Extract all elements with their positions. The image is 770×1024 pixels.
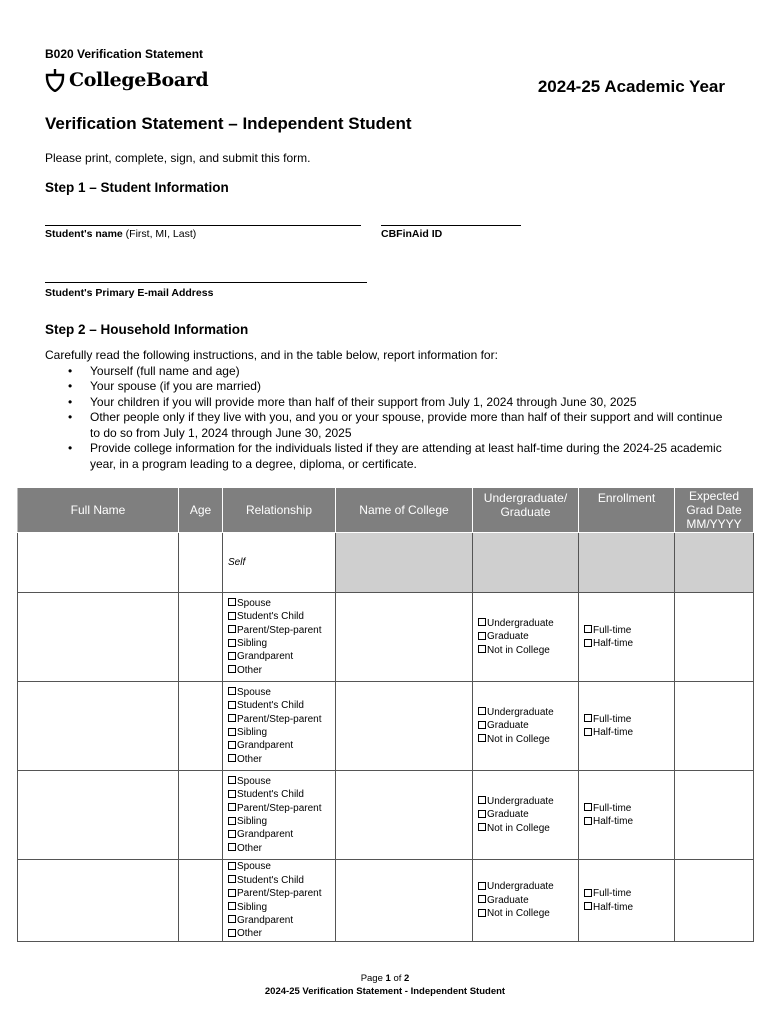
level-option-label: Undergraduate [487, 881, 554, 893]
full-name-cell[interactable] [18, 860, 179, 942]
relationship-checkbox[interactable] [228, 889, 236, 897]
enrollment-option [584, 637, 669, 650]
step1-heading: Step 1 – Student Information [45, 180, 229, 195]
level-checkbox[interactable] [478, 895, 486, 903]
instructions-intro: Carefully read the following instructions, and in the table below, report information for: [45, 348, 498, 362]
enrollment-cell-disabled [579, 533, 675, 593]
relationship-checkbox[interactable] [228, 714, 236, 722]
relationship-checkbox[interactable] [228, 915, 236, 923]
instruction-item: • Other people only if they live with you, and you or your spouse, provide more than half of their support and will continue to do so from July 1, 2024 through June 30, 2025 [45, 410, 725, 441]
relationship-checkbox[interactable] [228, 687, 236, 695]
relationship-checkbox[interactable] [228, 776, 236, 784]
level-option-label: Graduate [487, 631, 529, 643]
relationship-option [228, 739, 330, 752]
full-name-cell[interactable] [18, 533, 179, 593]
relationship-option [228, 597, 330, 610]
level-checkbox[interactable] [478, 707, 486, 715]
relationship-checkbox[interactable] [228, 598, 236, 606]
relationship-option-label: Student's Child [237, 700, 304, 712]
level-option-label: Undergraduate [487, 795, 554, 807]
enrollment-checkbox[interactable] [584, 728, 592, 736]
relationship-option-label: Other [237, 928, 263, 940]
header-full-name: Full Name [18, 488, 179, 533]
relationship-cell [223, 771, 336, 860]
level-cell-disabled [473, 533, 579, 593]
table-row [18, 593, 754, 682]
relationship-cell [223, 533, 336, 593]
full-name-cell[interactable] [18, 682, 179, 771]
relationship-option [228, 775, 330, 788]
enrollment-option-label: Half-time [593, 727, 634, 738]
level-option [478, 617, 573, 630]
relationship-option [228, 927, 330, 940]
college-cell-disabled [336, 533, 473, 593]
level-option [478, 644, 573, 657]
relationship-option-label: Spouse [237, 861, 271, 873]
relationship-option-label: Sibling [237, 638, 268, 649]
relationship-checkbox[interactable] [228, 741, 236, 749]
student-name-field[interactable] [45, 225, 361, 226]
header-grad-date: Expected Grad Date MM/YYYY [675, 488, 754, 533]
level-checkbox[interactable] [478, 721, 486, 729]
self-label: Self [228, 556, 246, 568]
instruction-item: • Your spouse (if you are married) [45, 379, 725, 395]
enrollment-option-label: Full-time [593, 624, 632, 636]
table-row [18, 682, 754, 771]
relationship-option-label: Sibling [237, 816, 268, 827]
level-option [478, 880, 573, 893]
relationship-option [228, 828, 330, 841]
email-field[interactable] [45, 282, 367, 283]
level-option [478, 795, 573, 808]
relationship-checkbox[interactable] [228, 639, 236, 647]
college-cell[interactable] [336, 593, 473, 682]
enrollment-option-label: Half-time [593, 638, 634, 649]
enrollment-option-label: Full-time [593, 888, 632, 900]
age-cell[interactable] [179, 771, 223, 860]
relationship-option [228, 686, 330, 699]
relationship-option-label: Other [237, 842, 263, 854]
enrollment-checkbox[interactable] [584, 817, 592, 825]
level-option-label: Not in College [487, 733, 550, 745]
enrollment-option [584, 887, 669, 900]
level-option [478, 706, 573, 719]
relationship-option-label: Parent/Step-parent [237, 802, 322, 814]
level-option-label: Undergraduate [487, 706, 554, 718]
level-option [478, 808, 573, 821]
relationship-cell [223, 593, 336, 682]
relationship-option [228, 699, 330, 712]
header-age: Age [179, 488, 223, 533]
enrollment-option [584, 726, 669, 739]
relationship-option-label: Student's Child [237, 874, 304, 886]
relationship-option [228, 860, 330, 873]
relationship-checkbox[interactable] [228, 701, 236, 709]
relationship-option [228, 874, 330, 887]
header-relationship: Relationship [223, 488, 336, 533]
table-header-row [18, 488, 754, 533]
relationship-option-label: Spouse [237, 597, 271, 609]
level-option-label: Graduate [487, 720, 529, 732]
relationship-option-label: Parent/Step-parent [237, 888, 322, 900]
table-row [18, 860, 754, 942]
level-option-label: Undergraduate [487, 617, 554, 629]
relationship-checkbox[interactable] [228, 754, 236, 762]
level-option [478, 822, 573, 835]
enrollment-checkbox[interactable] [584, 714, 592, 722]
grad-date-cell[interactable] [675, 682, 754, 771]
enrollment-option-label: Half-time [593, 816, 634, 827]
age-cell[interactable] [179, 593, 223, 682]
form-code: B020 Verification Statement [45, 47, 204, 61]
intro-text: Please print, complete, sign, and submit this form. [45, 151, 311, 165]
relationship-checkbox[interactable] [228, 830, 236, 838]
level-option [478, 630, 573, 643]
header-enrollment: Enrollment [579, 488, 675, 533]
relationship-checkbox[interactable] [228, 862, 236, 870]
relationship-checkbox[interactable] [228, 843, 236, 851]
collegeboard-logo [44, 68, 208, 92]
relationship-option-label: Grandparent [237, 914, 294, 926]
header-college: Name of College [336, 488, 473, 533]
relationship-cell [223, 860, 336, 942]
relationship-option-label: Other [237, 753, 263, 765]
header-level: Undergraduate/ Graduate [473, 488, 579, 533]
enrollment-checkbox[interactable] [584, 625, 592, 633]
relationship-option [228, 713, 330, 726]
level-cell [473, 682, 579, 771]
relationship-option [228, 624, 330, 637]
relationship-option-label: Student's Child [237, 789, 304, 801]
level-option-label: Graduate [487, 894, 529, 906]
relationship-checkbox[interactable] [228, 803, 236, 811]
relationship-option [228, 914, 330, 927]
level-option [478, 907, 573, 920]
enrollment-checkbox[interactable] [584, 889, 592, 897]
relationship-option [228, 637, 330, 650]
page-number: Page 1 of 2 [360, 973, 410, 984]
relationship-option [228, 815, 330, 828]
level-option-label: Not in College [487, 822, 550, 834]
level-cell [473, 593, 579, 682]
relationship-checkbox[interactable] [228, 652, 236, 660]
relationship-option-label: Spouse [237, 775, 271, 787]
full-name-cell[interactable] [18, 771, 179, 860]
household-table [17, 487, 754, 942]
cbfinaid-id-field[interactable] [381, 225, 521, 226]
enrollment-cell [579, 771, 675, 860]
relationship-checkbox[interactable] [228, 875, 236, 883]
relationship-option-label: Grandparent [237, 829, 294, 841]
instruction-list [45, 364, 725, 473]
academic-year: 2024-25 Academic Year [537, 77, 725, 96]
level-checkbox[interactable] [478, 645, 486, 653]
enrollment-checkbox[interactable] [584, 639, 592, 647]
level-checkbox[interactable] [478, 618, 486, 626]
relationship-checkbox[interactable] [228, 728, 236, 736]
level-checkbox[interactable] [478, 882, 486, 890]
relationship-option [228, 788, 330, 801]
grad-date-cell[interactable] [675, 593, 754, 682]
enrollment-cell [579, 860, 675, 942]
enrollment-option [584, 901, 669, 914]
relationship-option-label: Grandparent [237, 651, 294, 663]
age-cell[interactable] [179, 533, 223, 593]
relationship-cell [223, 682, 336, 771]
instruction-item: • Your children if you will provide more than half of their support from July 1, 2024 through June 30, 2025 [45, 395, 725, 411]
cbfinaid-id-label: CBFinAid ID [381, 228, 443, 240]
relationship-option [228, 887, 330, 900]
enrollment-option [584, 815, 669, 828]
relationship-checkbox[interactable] [228, 817, 236, 825]
enrollment-cell [579, 682, 675, 771]
relationship-option [228, 842, 330, 855]
step2-heading: Step 2 – Household Information [45, 322, 249, 337]
enrollment-option-label: Full-time [593, 713, 632, 725]
age-cell[interactable] [179, 860, 223, 942]
instruction-item: • Provide college information for the individuals listed if they are attending at least half-time during the 2024-25 academic year, in a program leading to a degree, diploma, or certificate. [45, 441, 725, 472]
enrollment-cell [579, 593, 675, 682]
level-option [478, 894, 573, 907]
acorn-icon [44, 68, 66, 92]
college-cell[interactable] [336, 860, 473, 942]
enrollment-option [584, 624, 669, 637]
relationship-checkbox[interactable] [228, 929, 236, 937]
logo-text: CollegeBoard [69, 69, 209, 91]
relationship-option-label: Sibling [237, 901, 268, 913]
college-cell[interactable] [336, 682, 473, 771]
enrollment-option [584, 713, 669, 726]
enrollment-checkbox[interactable] [584, 803, 592, 811]
relationship-option-label: Spouse [237, 686, 271, 698]
level-checkbox[interactable] [478, 632, 486, 640]
relationship-option [228, 901, 330, 914]
relationship-option [228, 610, 330, 623]
relationship-option [228, 650, 330, 663]
grad-date-cell[interactable] [675, 860, 754, 942]
level-checkbox[interactable] [478, 909, 486, 917]
relationship-option-label: Sibling [237, 727, 268, 738]
college-cell[interactable] [336, 771, 473, 860]
full-name-cell[interactable] [18, 593, 179, 682]
level-cell [473, 860, 579, 942]
level-checkbox[interactable] [478, 796, 486, 804]
relationship-option [228, 802, 330, 815]
relationship-option-label: Parent/Step-parent [237, 624, 322, 636]
level-option-label: Graduate [487, 809, 529, 821]
relationship-option-label: Other [237, 664, 263, 676]
email-label: Student's Primary E-mail Address [45, 287, 214, 299]
grad-date-cell-disabled [675, 533, 754, 593]
level-option-label: Not in College [487, 908, 550, 920]
relationship-checkbox[interactable] [228, 625, 236, 633]
relationship-checkbox[interactable] [228, 612, 236, 620]
relationship-option-label: Student's Child [237, 611, 304, 623]
level-option [478, 733, 573, 746]
instruction-item: • Yourself (full name and age) [45, 364, 725, 380]
enrollment-option [584, 802, 669, 815]
level-option [478, 719, 573, 732]
instructions [45, 348, 725, 472]
table-row-self [18, 533, 754, 593]
footer-doc-name: 2024-25 Verification Statement - Independent Student [264, 986, 506, 997]
relationship-option [228, 753, 330, 766]
relationship-checkbox[interactable] [228, 665, 236, 673]
relationship-option [228, 726, 330, 739]
document-title: Verification Statement – Independent Student [45, 114, 412, 133]
grad-date-cell[interactable] [675, 771, 754, 860]
level-option-label: Not in College [487, 644, 550, 656]
table-row [18, 771, 754, 860]
age-cell[interactable] [179, 682, 223, 771]
level-cell [473, 771, 579, 860]
enrollment-option-label: Half-time [593, 901, 634, 913]
level-checkbox[interactable] [478, 734, 486, 742]
level-checkbox[interactable] [478, 810, 486, 818]
student-name-label: Student's name (First, MI, Last) [45, 228, 197, 240]
level-checkbox[interactable] [478, 823, 486, 831]
relationship-option [228, 664, 330, 677]
relationship-checkbox[interactable] [228, 902, 236, 910]
enrollment-checkbox[interactable] [584, 902, 592, 910]
relationship-checkbox[interactable] [228, 790, 236, 798]
relationship-option-label: Parent/Step-parent [237, 713, 322, 725]
relationship-option-label: Grandparent [237, 740, 294, 752]
enrollment-option-label: Full-time [593, 802, 632, 814]
